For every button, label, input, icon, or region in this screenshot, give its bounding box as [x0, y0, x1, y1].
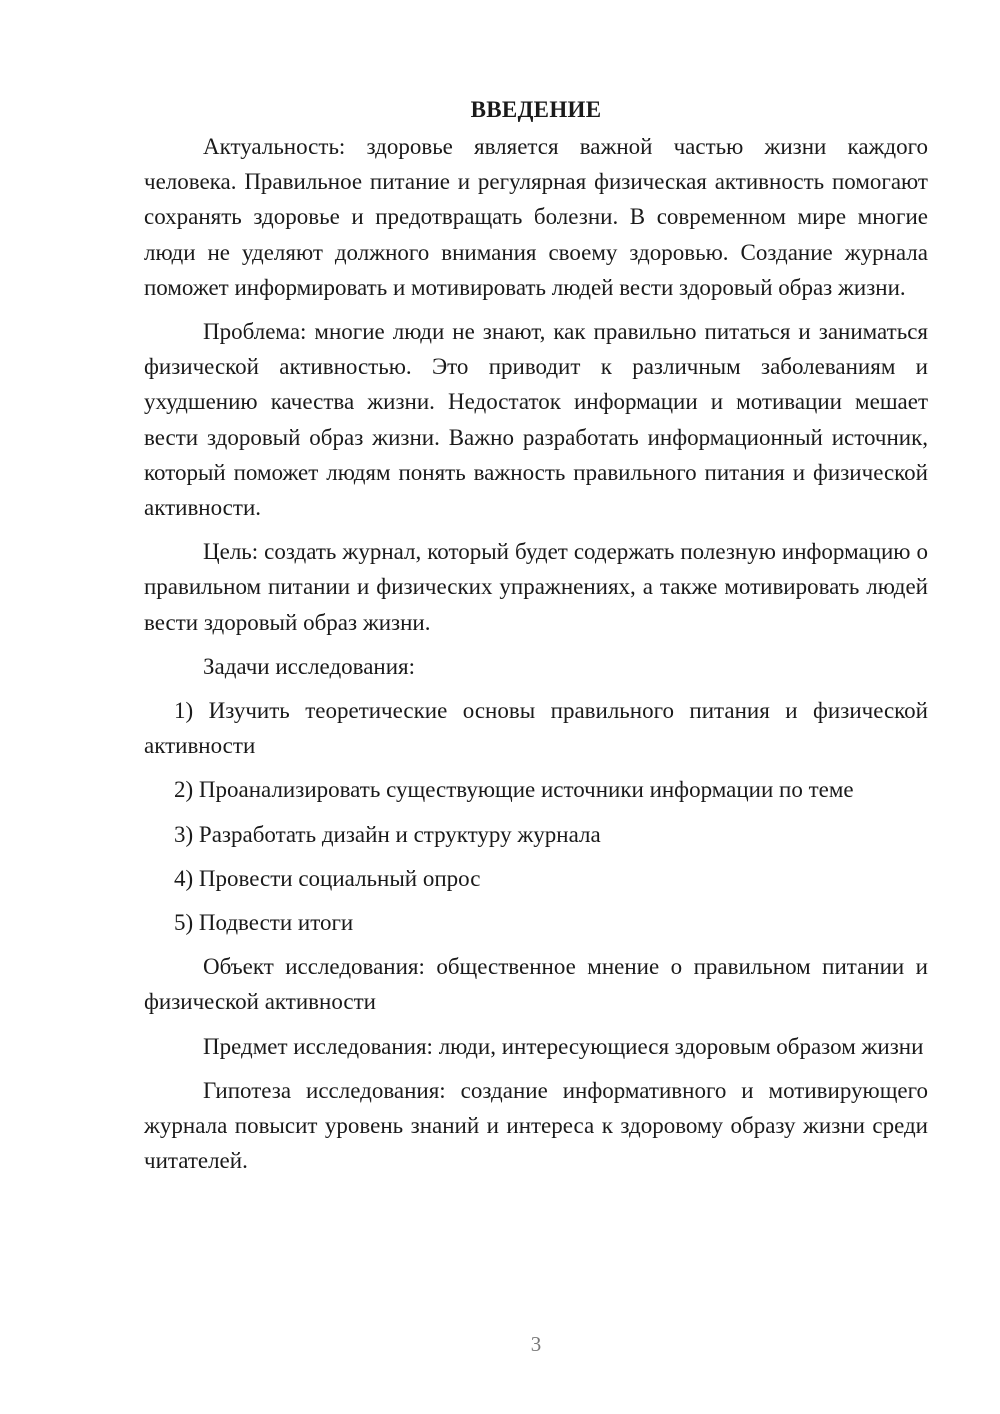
tasks-heading: Задачи исследования: [203, 653, 416, 679]
list-item: 2) Проанализировать существующие источники информации по теме [174, 777, 854, 803]
hypothesis-paragraph: Гипотеза исследования: создание информативного и мотивирующего журнала повысит уровень знаний и интереса к здоровому образу жизни среди читателей. [144, 1077, 928, 1174]
problem-paragraph: Проблема: многие люди не знают, как правильно питаться и заниматься физической активностью. Это приводит к различным заболеваниям и ухудшению качества жизни. Недостаток информации и мотивации мешает вести здоровый образ жизни. Важно разработать информационный источник, который поможет людям понять важность правильного питания и физической активности. [144, 319, 928, 521]
relevance-paragraph: Актуальность: здоровье является важной частью жизни каждого человека. Правильное питание и регулярная физическая активность помогают сохранять здоровье и предотвращать болезни. В современном мире многие люди не уделяют должного внимания своему здоровью. Создание журнала поможет информировать и мотивировать людей вести здоровый образ жизни. [144, 134, 928, 300]
goal-paragraph: Цель: создать журнал, который будет содержать полезную информацию о правильном питании и физических упражнениях, а также мотивировать людей вести здоровый образ жизни. [144, 539, 928, 635]
page-number: 3 [530, 1332, 542, 1356]
subject-paragraph: Предмет исследования: люди, интересующиеся здоровым образом жизни [203, 1033, 924, 1059]
page-title: ВВЕДЕНИЕ [470, 97, 602, 122]
list-item: 5) Подвести итоги [174, 910, 354, 936]
list-item: 4) Провести социальный опрос [174, 865, 481, 891]
document-page [144, 92, 928, 1187]
object-paragraph: Объект исследования: общественное мнение о правильном питании и физической активности [144, 954, 928, 1015]
list-item: 3) Разработать дизайн и структуру журнала [174, 821, 601, 847]
list-item: 1) Изучить теоретические основы правильного питания и физической активности [144, 698, 928, 759]
tasks-list [144, 693, 928, 940]
